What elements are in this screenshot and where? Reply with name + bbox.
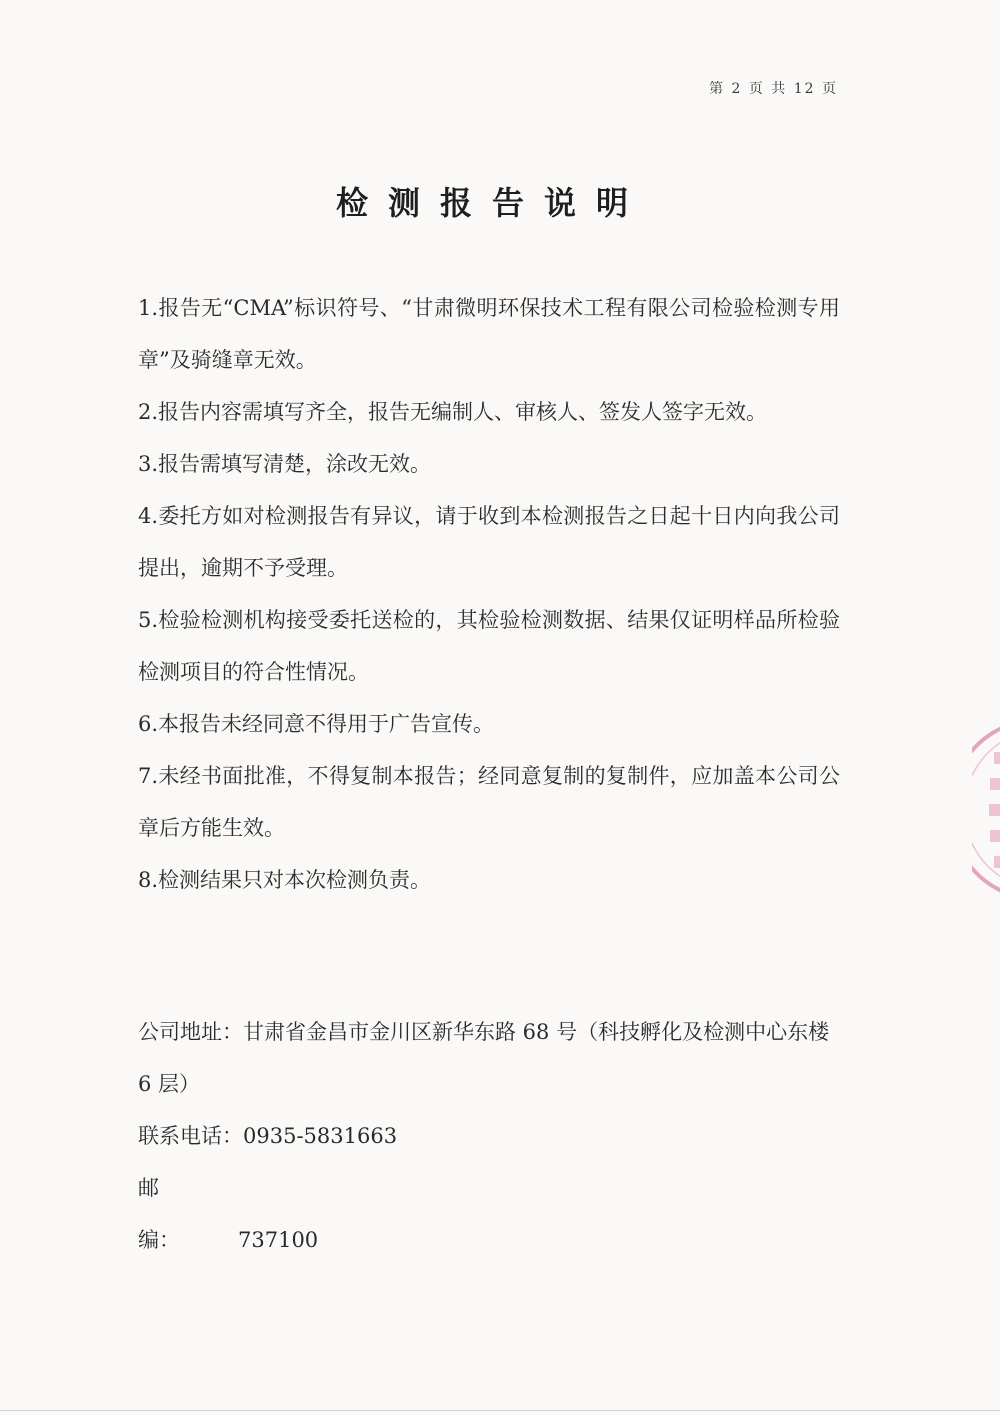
page-title: 检测报告说明 <box>335 184 648 222</box>
page-number: 第 2 页 共 12 页 <box>709 81 838 97</box>
postal-row <box>138 1162 840 1266</box>
note-item-5: 5.检验检测机构接受委托送检的，其检验检测数据、结果仅证明样品所检验检测项目的符合性情况。 <box>138 608 840 684</box>
note-item-2: 2.报告内容需填写齐全，报告无编制人、审核人、签发人签字无效。 <box>138 400 768 424</box>
contact-info <box>138 1006 840 1266</box>
address-value: 甘肃省金昌市金川区新华东路 68 号（科技孵化及检测中心东楼 6 层） <box>138 1020 830 1096</box>
postal-value: 737100 <box>238 1228 319 1252</box>
address-label: 公司地址： <box>138 1020 243 1044</box>
bottom-edge-line <box>0 1410 1000 1411</box>
note-item-1: 1.报告无“CMA”标识符号、“甘肃微明环保技术工程有限公司检验检测专用章”及骑缝章无效。 <box>138 296 840 372</box>
address-row <box>138 1006 840 1110</box>
seam-seal-fragment-icon <box>972 722 1000 897</box>
note-item-6: 6.本报告未经同意不得用于广告宣传。 <box>138 712 495 736</box>
postal-label: 邮 编： <box>138 1176 201 1252</box>
note-item-3: 3.报告需填写清楚，涂改无效。 <box>138 452 432 476</box>
note-item-4: 4.委托方如对检测报告有异议，请于收到本检测报告之日起十日内向我公司提出，逾期不予受理。 <box>138 504 840 580</box>
phone-value: 0935-5831663 <box>243 1124 398 1148</box>
note-item-7: 7.未经书面批准，不得复制本报告；经同意复制的复制件，应加盖本公司公章后方能生效。 <box>138 764 840 840</box>
note-item-8: 8.检测结果只对本次检测负责。 <box>138 868 432 892</box>
phone-row <box>138 1110 840 1162</box>
phone-label: 联系电话： <box>138 1124 243 1148</box>
report-notes-list <box>138 282 840 906</box>
